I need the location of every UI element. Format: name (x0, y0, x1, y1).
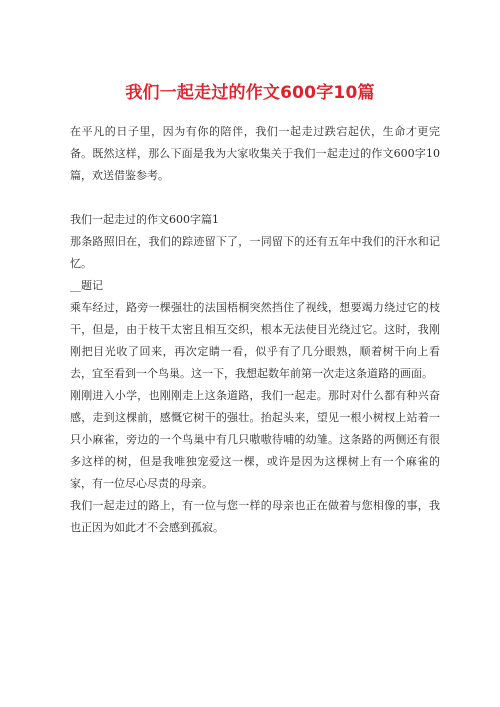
paragraph: 那条路照旧在，我们的踪迹留下了，一同留下的还有五年中我们的汗水和记忆。 (70, 235, 440, 270)
section-heading: 我们一起走过的作文600字篇1 (70, 213, 219, 226)
epigraph-label: __题记 (70, 279, 103, 292)
document-body (70, 121, 440, 539)
document-title: 我们一起走过的作文600字10篇 (125, 83, 375, 103)
paragraph: 乘车经过，路旁一棵强壮的法国梧桐突然挡住了视线，想要竭力绕过它的枝干，但是，由于枝干太密且相互交织，根本无法使目光绕过它。这时，我刚刚把目光收了回来，再次定睛一看，似乎有了几分眼熟，顺着树干向上看去，宜至看到一个鸟巢。这一下，我想起数年前第一次走这条道路的画面。 (70, 301, 440, 380)
paragraph: 刚刚进入小学，也刚刚走上这条道路，我们一起走。那时对什么都有种兴奋感，走到这棵前，感慨它树干的强壮。抬起头来，望见一根小树杈上站着一只小麻雀，旁边的一个鸟巢中有几只嗷嗷待哺的幼雏。这条路的两侧还有很多这样的树，但是我唯独宠爱这一棵，或许是因为这棵树上有一个麻雀的家，有一位尽心尽责的母亲。 (70, 389, 440, 490)
spacer (70, 187, 440, 209)
paragraph: 我们一起走过的路上，有一位与您一样的母亲也正在做着与您相像的事，我也正因为如此才不会感到孤寂。 (70, 499, 440, 534)
intro-paragraph: 在平凡的日子里，因为有你的陪伴，我们一起走过跌宕起伏，生命才更完备。既然这样，那么下面是我为大家收集关于我们一起走过的作文600字10篇，欢送借鉴参考。 (70, 125, 440, 182)
